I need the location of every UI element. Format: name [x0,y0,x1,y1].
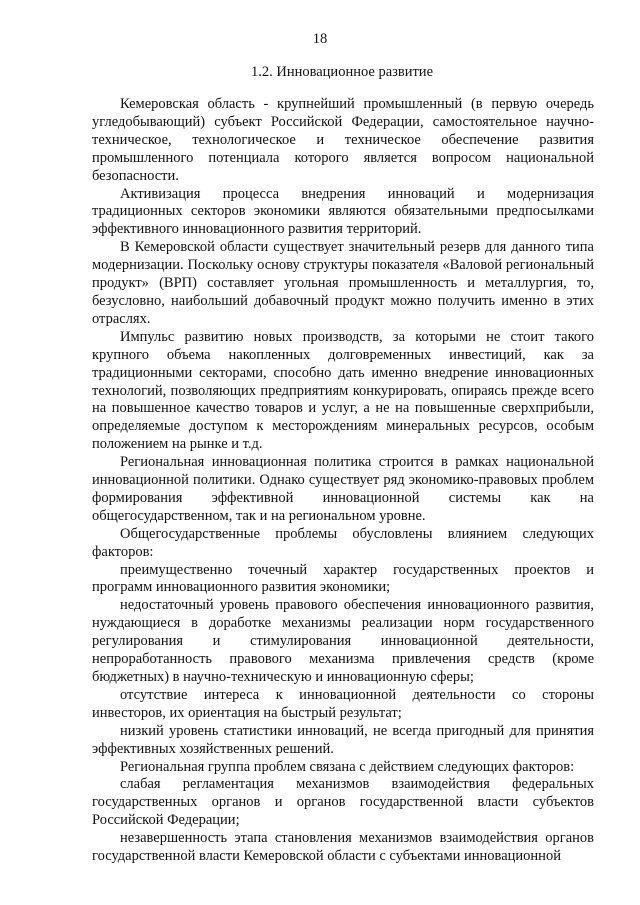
list-item-5: слабая регламентация механизмов взаимодействия федеральных государственных органов и органов государственной власти субъектов Российской Федерации; [92,776,594,829]
page-number: 18 [312,31,328,47]
paragraph-3: В Кемеровской области существует значительный резерв для данного типа модернизации. Поскольку основу структуры показателя «Валовой региональный продукт» (ВРП) составляет угольная промышленность и металлургия, то, безусловно, наибольший добавочный продукт можно получить именно в этих отраслях. [92,239,594,327]
paragraph-7: Региональная группа проблем связана с действием следующих факторов: [120,758,575,775]
body-text [92,96,594,866]
section-title: 1.2. Инновационное развитие [250,64,434,80]
list-item-1: преимущественно точечный характер государственных проектов и программ инновационного развития экономики; [92,561,594,596]
list-item-3: отсутствие интереса к инновационной деятельности со стороны инвесторов, их ориентация на быстрый результат; [92,686,594,721]
paragraph-6: Общегосударственные проблемы обусловлены влиянием следующих факторов: [92,525,594,560]
list-item-4: низкий уровень статистики инноваций, не всегда пригодный для принятия эффективных хозяйственных решений. [92,722,594,757]
paragraph-5: Региональная инновационная политика строится в рамках национальной инновационной политики. Однако существует ряд экономико-правовых проблем формирования эффективной инновационной системы как на общегосударственном, так и на региональном уровне. [92,454,594,524]
paragraph-4: Импульс развитию новых производств, за которыми не стоит такого крупного объема накопленных долговременных инвестиций, как за традиционными секторами, способно дать именно внедрение инновационных технологий, позволяющих предприятиям конкурировать, опираясь прежде всего на повышенное качество товаров и услуг, а не на повышенные сверхприбыли, определяемые доступом к месторождениям минеральных ресурсов, особым положением на рынке и т.д. [92,328,594,453]
paragraph-1: Кемеровская область - крупнейший промышленный (в первую очередь угледобывающий) субъект Российской Федерации, самостоятельное научно-техническое, технологическое и техническое обеспечение развития промышленного потенциала которого является вопросом национальной безопасности. [92,96,594,184]
list-item-6: незавершенность этапа становления механизмов взаимодействия органов государственной власти Кемеровской области с субъектами инновационной [92,830,594,865]
paragraph-2: Активизация процесса внедрения инноваций и модернизация традиционных секторов экономики являются обязательными предпосылками эффективного инновационного развития территорий. [92,185,594,238]
list-item-2: недостаточный уровень правового обеспечения инновационного развития, нуждающиеся в доработке механизмы реализации норм государственного регулирования и стимулирования инновационной деятельности, непроработанность правового механизма привлечения средств (кроме бюджетных) в научно-техническую и инновационную сферы; [92,597,594,685]
